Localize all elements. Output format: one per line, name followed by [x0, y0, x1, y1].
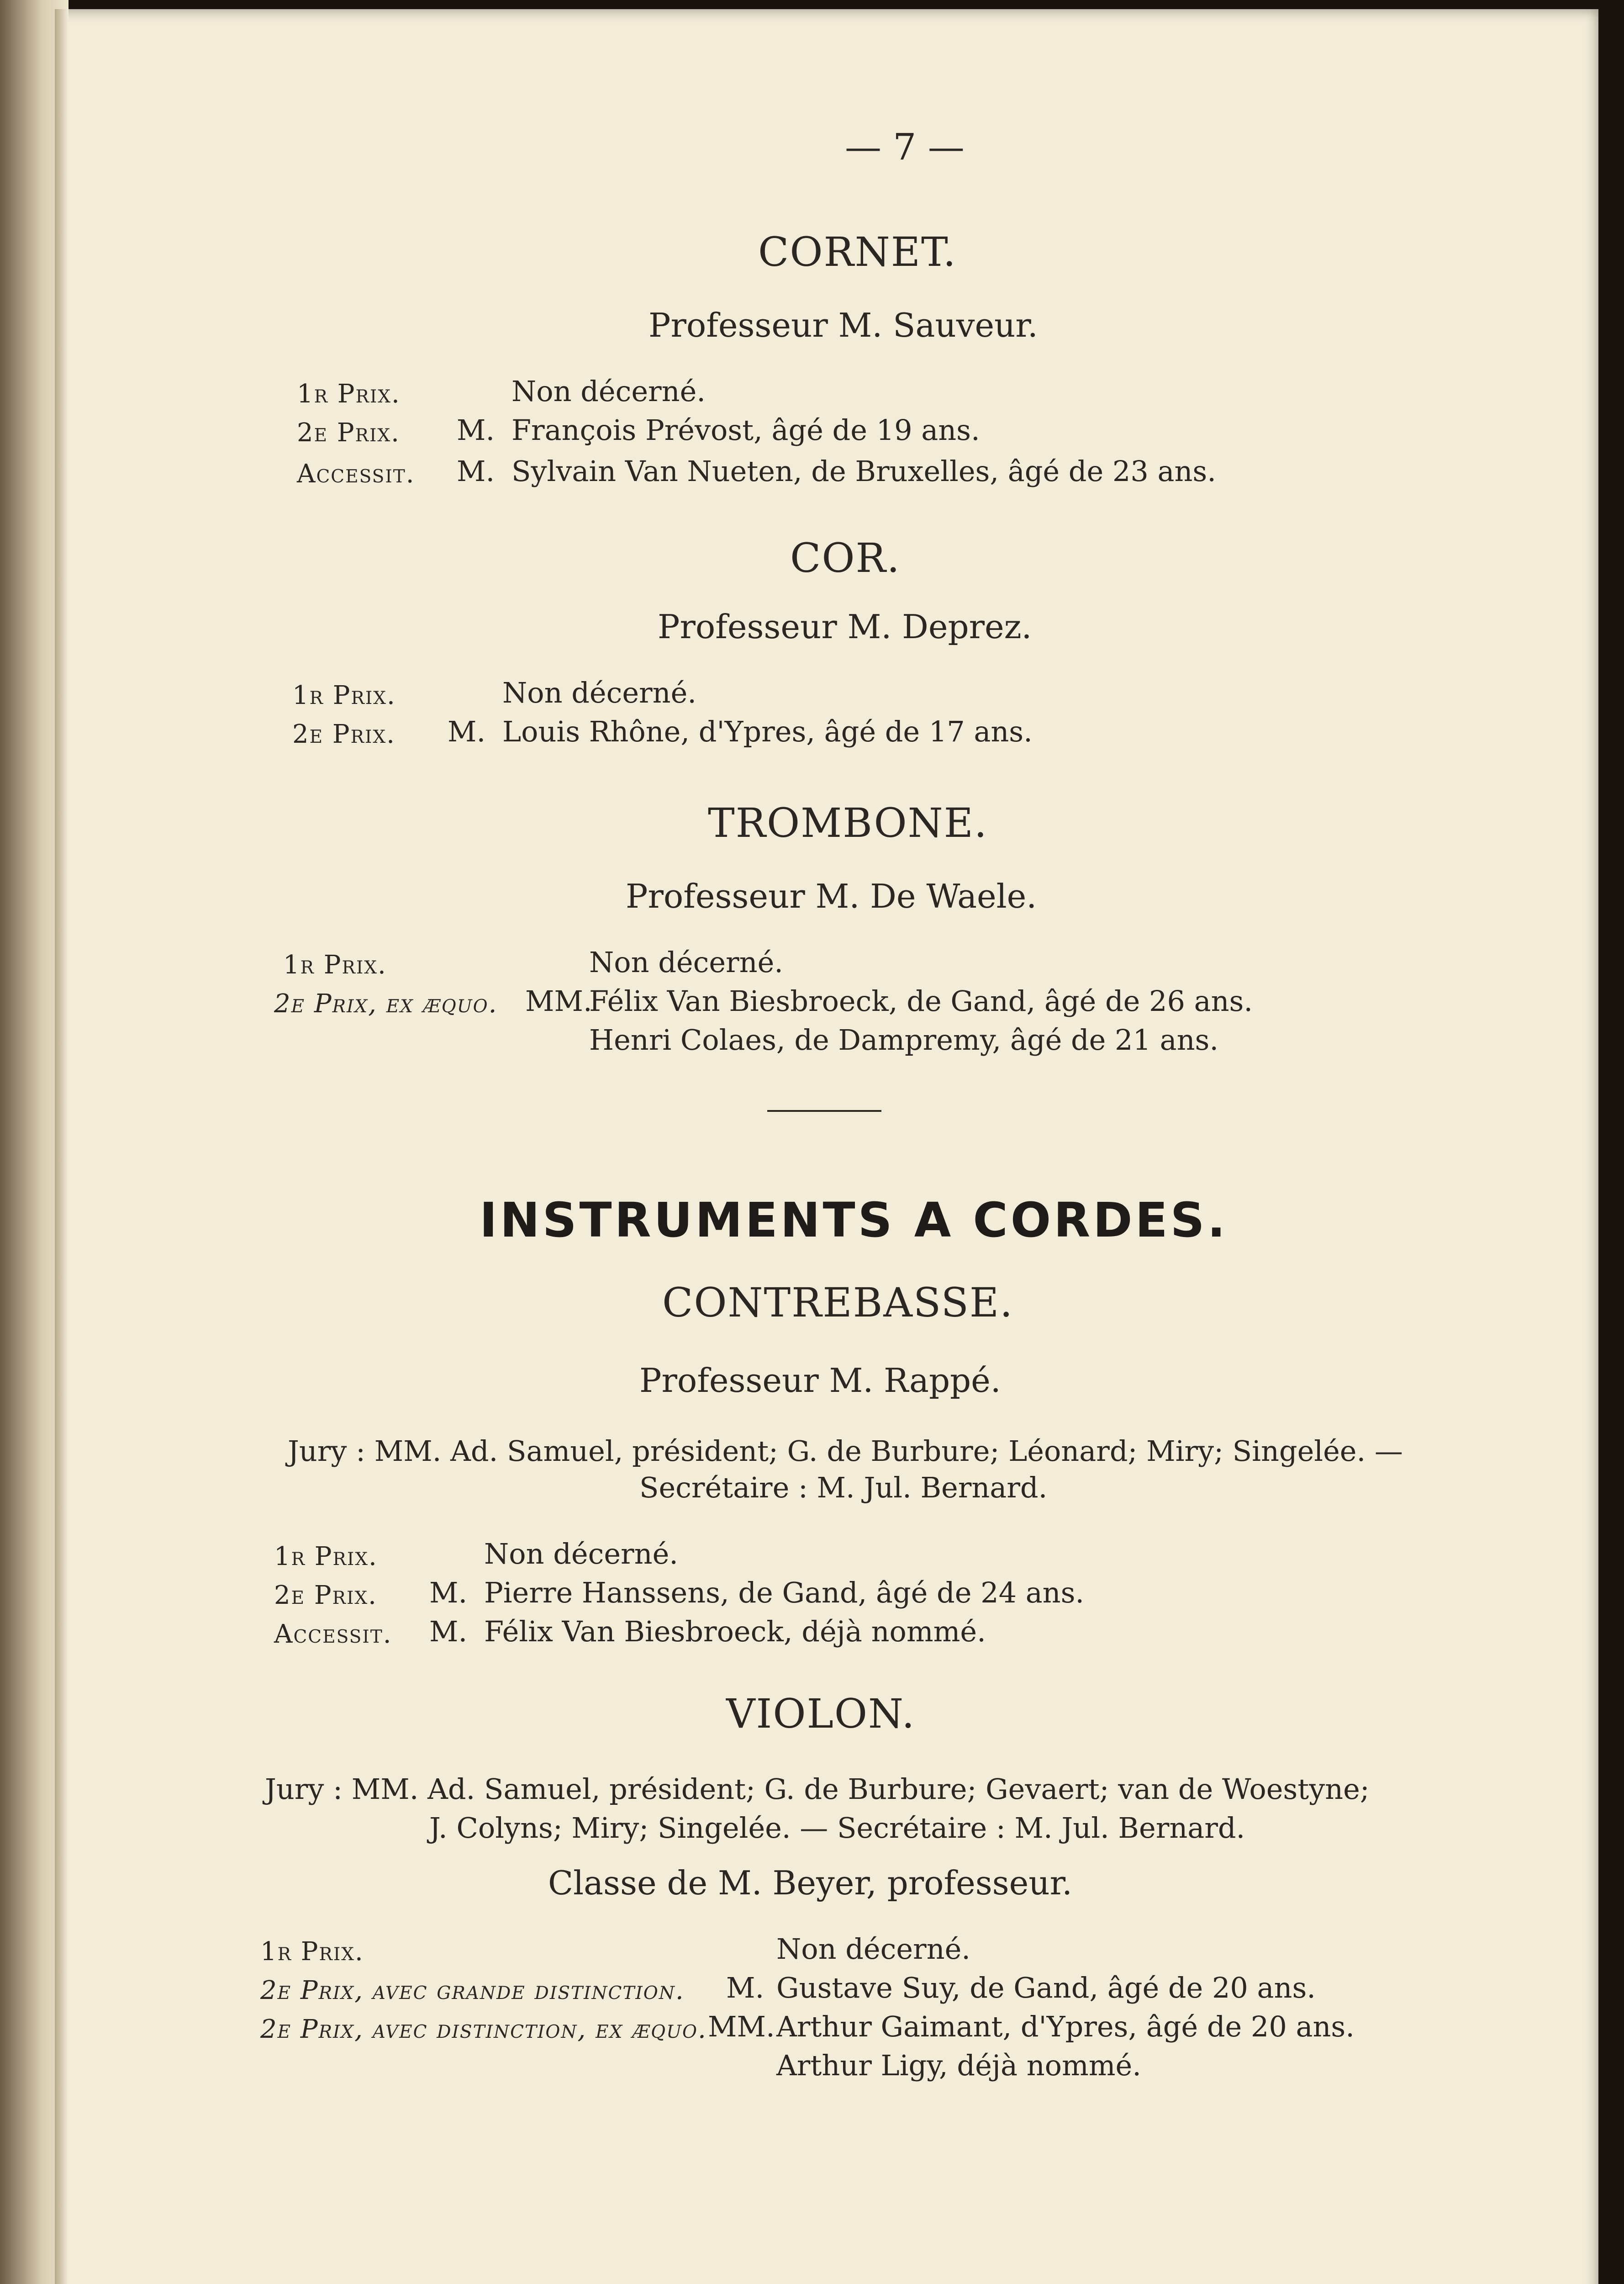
class-line: Classe de M. Beyer, professeur. — [548, 1864, 1072, 1902]
jury-line: Jury : MM. Ad. Samuel, président; G. de Burbure; Gevaert; van de Woestyne; — [265, 1772, 1370, 1806]
page-number: — 7 — — [845, 126, 965, 168]
section-divider — [767, 1110, 881, 1112]
section-title-cornet: CORNET. — [758, 228, 957, 275]
prize-text: Non décerné. — [776, 1932, 970, 1966]
professor-contrebasse: Professeur M. Rappé. — [639, 1361, 1001, 1400]
prize-text: Non décerné. — [502, 676, 696, 709]
prize-label: 2e Prix. — [292, 719, 395, 749]
prize-label: Accessit. — [297, 459, 415, 489]
jury-line: Secrétaire : M. Jul. Bernard. — [639, 1471, 1048, 1504]
prize-label: 1r Prix. — [260, 1937, 364, 1967]
prize-text: Non décerné. — [589, 946, 783, 979]
section-title-contrebasse: CONTREBASSE. — [662, 1279, 1014, 1326]
prize-prefix: M. — [726, 1971, 765, 2004]
prize-label: 2e Prix. — [297, 418, 400, 448]
prize-label: 1r Prix. — [274, 1542, 378, 1571]
prize-label: 2e Prix, ex æquo. — [274, 989, 498, 1019]
document-page — [55, 9, 1598, 2284]
prize-label: 1r Prix. — [297, 379, 401, 409]
page-spine-shadow — [55, 9, 69, 2284]
prize-text: Félix Van Biesbroeck, de Gand, âgé de 26 ans. — [589, 984, 1253, 1018]
prize-prefix: MM. — [525, 984, 592, 1018]
prize-label: 2e Prix, avec distinction, ex æquo. — [260, 2014, 707, 2044]
prize-text: Gustave Suy, de Gand, âgé de 20 ans. — [776, 1971, 1316, 2004]
prize-label: Accessit. — [274, 1619, 392, 1649]
section-title-trombone: TROMBONE. — [708, 799, 988, 846]
prize-prefix: M. — [429, 1576, 468, 1609]
prize-text: Non décerné. — [484, 1537, 678, 1570]
prize-text: Félix Van Biesbroeck, déjà nommé. — [484, 1615, 986, 1648]
prize-prefix: M. — [429, 1615, 468, 1648]
prize-text: Pierre Hanssens, de Gand, âgé de 24 ans. — [484, 1576, 1085, 1609]
professor-cor: Professeur M. Deprez. — [658, 608, 1032, 646]
prize-text: François Prévost, âgé de 19 ans. — [511, 413, 980, 447]
prize-text: Henri Colaes, de Dampremy, âgé de 21 ans. — [589, 1023, 1219, 1057]
prize-prefix: M. — [457, 413, 495, 447]
jury-line: Jury : MM. Ad. Samuel, président; G. de Burbure; Léonard; Miry; Singelée. — — [288, 1434, 1403, 1468]
prize-prefix: M. — [457, 455, 495, 488]
prize-text: Arthur Gaimant, d'Ypres, âgé de 20 ans. — [776, 2010, 1355, 2043]
prize-label: 2e Prix, avec grande distinction. — [260, 1976, 685, 2005]
prize-text: Arthur Ligy, déjà nommé. — [776, 2049, 1141, 2082]
prize-text: Sylvain Van Nueten, de Bruxelles, âgé de 23 ans. — [511, 455, 1216, 488]
professor-cornet: Professeur M. Sauveur. — [649, 306, 1038, 344]
section-title-cor: COR. — [790, 534, 901, 582]
prize-label: 1r Prix. — [283, 950, 387, 980]
prize-prefix: MM. — [708, 2010, 775, 2043]
prize-text: Non décerné. — [511, 375, 706, 408]
prize-label: 1r Prix. — [292, 681, 396, 710]
prize-prefix: M. — [448, 715, 486, 748]
prize-label: 2e Prix. — [274, 1581, 377, 1610]
jury-line: J. Colyns; Miry; Singelée. — Secrétaire : M. Jul. Bernard. — [429, 1811, 1245, 1845]
professor-trombone: Professeur M. De Waele. — [626, 877, 1037, 915]
section-title-violon: VIOLON. — [726, 1690, 916, 1737]
main-heading: INSTRUMENTS A CORDES. — [480, 1192, 1229, 1248]
prize-text: Louis Rhône, d'Ypres, âgé de 17 ans. — [502, 715, 1033, 748]
